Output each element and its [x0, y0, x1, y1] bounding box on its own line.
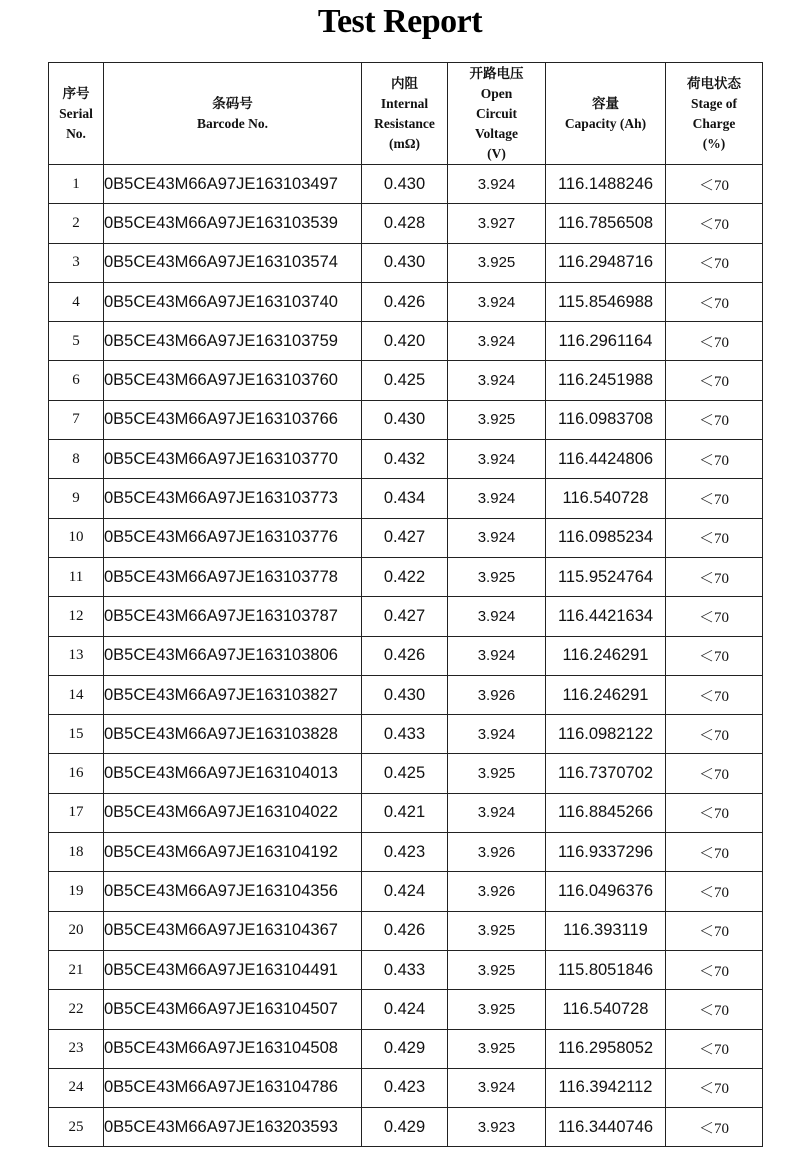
ocv-cell: 3.924 — [448, 165, 546, 204]
soc-cell: ＜70 — [666, 1068, 763, 1107]
soc-cell: ＜70 — [666, 322, 763, 361]
barcode-cell: 0B5CE43M66A97JE163104192 — [104, 833, 362, 872]
serial-cell: 21 — [49, 950, 104, 989]
soc-cell: ＜70 — [666, 1029, 763, 1068]
ocv-cell: 3.925 — [448, 911, 546, 950]
serial-cell: 15 — [49, 715, 104, 754]
barcode-cell: 0B5CE43M66A97JE163103760 — [104, 361, 362, 400]
header-capacity-en: Capacity (Ah) — [564, 115, 647, 131]
serial-cell: 7 — [49, 400, 104, 439]
table-row — [49, 1108, 763, 1147]
resistance-cell: 0.425 — [362, 361, 448, 400]
ocv-cell: 3.924 — [448, 1068, 546, 1107]
header-ocv-en-2: Circuit — [476, 105, 517, 121]
table-row — [49, 1029, 763, 1068]
soc-cell: ＜70 — [666, 557, 763, 596]
capacity-cell: 116.7370702 — [546, 754, 666, 793]
capacity-cell: 116.2961164 — [546, 322, 666, 361]
serial-cell: 10 — [49, 518, 104, 557]
header-serial-en-2: No. — [66, 125, 86, 141]
soc-cell: ＜70 — [666, 872, 763, 911]
barcode-cell: 0B5CE43M66A97JE163104022 — [104, 793, 362, 832]
table-row — [49, 833, 763, 872]
barcode-cell: 0B5CE43M66A97JE163104013 — [104, 754, 362, 793]
resistance-cell: 0.430 — [362, 243, 448, 282]
resistance-cell: 0.428 — [362, 204, 448, 243]
soc-cell: ＜70 — [666, 950, 763, 989]
soc-cell: ＜70 — [666, 282, 763, 321]
table-row — [49, 557, 763, 596]
capacity-cell: 116.246291 — [546, 675, 666, 714]
barcode-cell: 0B5CE43M66A97JE163104356 — [104, 872, 362, 911]
header-row — [49, 63, 763, 165]
serial-cell: 14 — [49, 675, 104, 714]
barcode-cell: 0B5CE43M66A97JE163103828 — [104, 715, 362, 754]
table-header — [49, 63, 763, 165]
header-ocv — [448, 63, 546, 165]
soc-cell: ＜70 — [666, 911, 763, 950]
capacity-cell: 116.393119 — [546, 911, 666, 950]
barcode-cell: 0B5CE43M66A97JE163103759 — [104, 322, 362, 361]
serial-cell: 4 — [49, 282, 104, 321]
ocv-cell: 3.925 — [448, 557, 546, 596]
ocv-cell: 3.926 — [448, 872, 546, 911]
serial-cell: 20 — [49, 911, 104, 950]
capacity-cell: 116.0982122 — [546, 715, 666, 754]
header-resistance-unit: (mΩ) — [388, 135, 421, 151]
serial-cell: 9 — [49, 479, 104, 518]
resistance-cell: 0.426 — [362, 282, 448, 321]
barcode-cell: 0B5CE43M66A97JE163103778 — [104, 557, 362, 596]
table-row — [49, 204, 763, 243]
serial-cell: 5 — [49, 322, 104, 361]
capacity-cell: 116.2958052 — [546, 1029, 666, 1068]
table-row — [49, 597, 763, 636]
table-row — [49, 636, 763, 675]
capacity-cell: 116.246291 — [546, 636, 666, 675]
serial-cell: 13 — [49, 636, 104, 675]
barcode-cell: 0B5CE43M66A97JE163103806 — [104, 636, 362, 675]
ocv-cell: 3.926 — [448, 833, 546, 872]
header-capacity-cn: 容量 — [592, 95, 619, 111]
ocv-cell: 3.924 — [448, 479, 546, 518]
capacity-cell: 115.8051846 — [546, 950, 666, 989]
header-capacity — [546, 63, 666, 165]
capacity-cell: 116.0985234 — [546, 518, 666, 557]
serial-cell: 2 — [49, 204, 104, 243]
serial-cell: 24 — [49, 1068, 104, 1107]
serial-cell: 16 — [49, 754, 104, 793]
ocv-cell: 3.924 — [448, 793, 546, 832]
resistance-cell: 0.427 — [362, 597, 448, 636]
table-row — [49, 479, 763, 518]
table-body — [49, 165, 763, 1147]
capacity-cell: 116.9337296 — [546, 833, 666, 872]
barcode-cell: 0B5CE43M66A97JE163103770 — [104, 440, 362, 479]
header-resistance-en-1: Internal — [380, 95, 429, 111]
header-ocv-en-1: Open — [480, 85, 513, 101]
serial-cell: 12 — [49, 597, 104, 636]
capacity-cell: 116.3440746 — [546, 1108, 666, 1147]
soc-cell: ＜70 — [666, 440, 763, 479]
header-serial-en-1: Serial — [59, 105, 93, 121]
table-row — [49, 243, 763, 282]
soc-cell: ＜70 — [666, 1108, 763, 1147]
resistance-cell: 0.426 — [362, 911, 448, 950]
barcode-cell: 0B5CE43M66A97JE163104507 — [104, 990, 362, 1029]
table-row — [49, 361, 763, 400]
ocv-cell: 3.926 — [448, 675, 546, 714]
soc-cell: ＜70 — [666, 400, 763, 439]
ocv-cell: 3.925 — [448, 990, 546, 1029]
header-ocv-cn: 开路电压 — [469, 65, 524, 81]
barcode-cell: 0B5CE43M66A97JE163104786 — [104, 1068, 362, 1107]
header-serial-cn: 序号 — [62, 85, 90, 101]
capacity-cell: 116.7856508 — [546, 204, 666, 243]
soc-cell: ＜70 — [666, 597, 763, 636]
ocv-cell: 3.923 — [448, 1108, 546, 1147]
ocv-cell: 3.924 — [448, 597, 546, 636]
barcode-cell: 0B5CE43M66A97JE163103827 — [104, 675, 362, 714]
barcode-cell: 0B5CE43M66A97JE163103574 — [104, 243, 362, 282]
resistance-cell: 0.434 — [362, 479, 448, 518]
ocv-cell: 3.924 — [448, 361, 546, 400]
ocv-cell: 3.925 — [448, 950, 546, 989]
resistance-cell: 0.423 — [362, 833, 448, 872]
table-row — [49, 793, 763, 832]
serial-cell: 25 — [49, 1108, 104, 1147]
table-row — [49, 282, 763, 321]
capacity-cell: 116.540728 — [546, 479, 666, 518]
capacity-cell: 116.540728 — [546, 990, 666, 1029]
header-soc-unit: (%) — [702, 135, 726, 151]
report-title: Test Report — [317, 3, 483, 40]
resistance-cell: 0.430 — [362, 400, 448, 439]
ocv-cell: 3.925 — [448, 400, 546, 439]
table-row — [49, 675, 763, 714]
ocv-cell: 3.924 — [448, 636, 546, 675]
barcode-cell: 0B5CE43M66A97JE163104367 — [104, 911, 362, 950]
table-row — [49, 990, 763, 1029]
table-row — [49, 872, 763, 911]
barcode-cell: 0B5CE43M66A97JE163203593 — [104, 1108, 362, 1147]
soc-cell: ＜70 — [666, 165, 763, 204]
soc-cell: ＜70 — [666, 518, 763, 557]
ocv-cell: 3.925 — [448, 1029, 546, 1068]
soc-cell: ＜70 — [666, 243, 763, 282]
ocv-cell: 3.925 — [448, 243, 546, 282]
table-row — [49, 322, 763, 361]
header-soc-en-1: Stage of — [690, 95, 738, 111]
soc-cell: ＜70 — [666, 636, 763, 675]
table-row — [49, 911, 763, 950]
table-row — [49, 754, 763, 793]
resistance-cell: 0.433 — [362, 950, 448, 989]
table-row — [49, 950, 763, 989]
barcode-cell: 0B5CE43M66A97JE163103773 — [104, 479, 362, 518]
capacity-cell: 116.1488246 — [546, 165, 666, 204]
resistance-cell: 0.432 — [362, 440, 448, 479]
capacity-cell: 115.8546988 — [546, 282, 666, 321]
serial-cell: 6 — [49, 361, 104, 400]
capacity-cell: 116.0983708 — [546, 400, 666, 439]
header-ocv-en-3: Voltage — [475, 125, 518, 141]
barcode-cell: 0B5CE43M66A97JE163103787 — [104, 597, 362, 636]
soc-cell: ＜70 — [666, 833, 763, 872]
resistance-cell: 0.429 — [362, 1029, 448, 1068]
barcode-cell: 0B5CE43M66A97JE163103766 — [104, 400, 362, 439]
header-resistance-en-2: Resistance — [374, 115, 435, 131]
soc-cell: ＜70 — [666, 675, 763, 714]
soc-cell: ＜70 — [666, 361, 763, 400]
barcode-cell: 0B5CE43M66A97JE163103776 — [104, 518, 362, 557]
soc-cell: ＜70 — [666, 990, 763, 1029]
table-row — [49, 518, 763, 557]
soc-cell: ＜70 — [666, 793, 763, 832]
header-resistance — [362, 63, 448, 165]
header-resistance-cn: 内阻 — [391, 75, 418, 91]
resistance-cell: 0.426 — [362, 636, 448, 675]
header-barcode-cn: 条码号 — [212, 95, 253, 111]
header-soc — [666, 63, 763, 165]
table-row — [49, 715, 763, 754]
barcode-cell: 0B5CE43M66A97JE163103539 — [104, 204, 362, 243]
serial-cell: 8 — [49, 440, 104, 479]
soc-cell: ＜70 — [666, 204, 763, 243]
serial-cell: 22 — [49, 990, 104, 1029]
capacity-cell: 116.4424806 — [546, 440, 666, 479]
serial-cell: 19 — [49, 872, 104, 911]
barcode-cell: 0B5CE43M66A97JE163103740 — [104, 282, 362, 321]
table-row — [49, 440, 763, 479]
ocv-cell: 3.924 — [448, 440, 546, 479]
resistance-cell: 0.423 — [362, 1068, 448, 1107]
header-soc-cn: 荷电状态 — [687, 75, 741, 91]
header-barcode-en: Barcode No. — [197, 115, 268, 131]
capacity-cell: 116.3942112 — [546, 1068, 666, 1107]
capacity-cell: 115.9524764 — [546, 557, 666, 596]
header-barcode — [104, 63, 362, 165]
resistance-cell: 0.427 — [362, 518, 448, 557]
barcode-cell: 0B5CE43M66A97JE163103497 — [104, 165, 362, 204]
resistance-cell: 0.421 — [362, 793, 448, 832]
resistance-cell: 0.420 — [362, 322, 448, 361]
barcode-cell: 0B5CE43M66A97JE163104508 — [104, 1029, 362, 1068]
resistance-cell: 0.424 — [362, 990, 448, 1029]
serial-cell: 18 — [49, 833, 104, 872]
table-row — [49, 1068, 763, 1107]
ocv-cell: 3.924 — [448, 715, 546, 754]
serial-cell: 11 — [49, 557, 104, 596]
ocv-cell: 3.924 — [448, 518, 546, 557]
resistance-cell: 0.422 — [362, 557, 448, 596]
capacity-cell: 116.4421634 — [546, 597, 666, 636]
table-row — [49, 400, 763, 439]
serial-cell: 3 — [49, 243, 104, 282]
serial-cell: 23 — [49, 1029, 104, 1068]
test-report-table — [48, 62, 763, 1147]
ocv-cell: 3.924 — [448, 322, 546, 361]
soc-cell: ＜70 — [666, 479, 763, 518]
resistance-cell: 0.424 — [362, 872, 448, 911]
barcode-cell: 0B5CE43M66A97JE163104491 — [104, 950, 362, 989]
soc-cell: ＜70 — [666, 754, 763, 793]
ocv-cell: 3.925 — [448, 754, 546, 793]
resistance-cell: 0.430 — [362, 675, 448, 714]
capacity-cell: 116.8845266 — [546, 793, 666, 832]
resistance-cell: 0.425 — [362, 754, 448, 793]
serial-cell: 17 — [49, 793, 104, 832]
capacity-cell: 116.2451988 — [546, 361, 666, 400]
capacity-cell: 116.2948716 — [546, 243, 666, 282]
serial-cell: 1 — [49, 165, 104, 204]
table-row — [49, 165, 763, 204]
header-soc-en-2: Charge — [692, 115, 736, 131]
resistance-cell: 0.430 — [362, 165, 448, 204]
resistance-cell: 0.429 — [362, 1108, 448, 1147]
ocv-cell: 3.927 — [448, 204, 546, 243]
header-serial — [49, 63, 104, 165]
ocv-cell: 3.924 — [448, 282, 546, 321]
resistance-cell: 0.433 — [362, 715, 448, 754]
soc-cell: ＜70 — [666, 715, 763, 754]
capacity-cell: 116.0496376 — [546, 872, 666, 911]
header-ocv-unit: (V) — [487, 145, 506, 161]
